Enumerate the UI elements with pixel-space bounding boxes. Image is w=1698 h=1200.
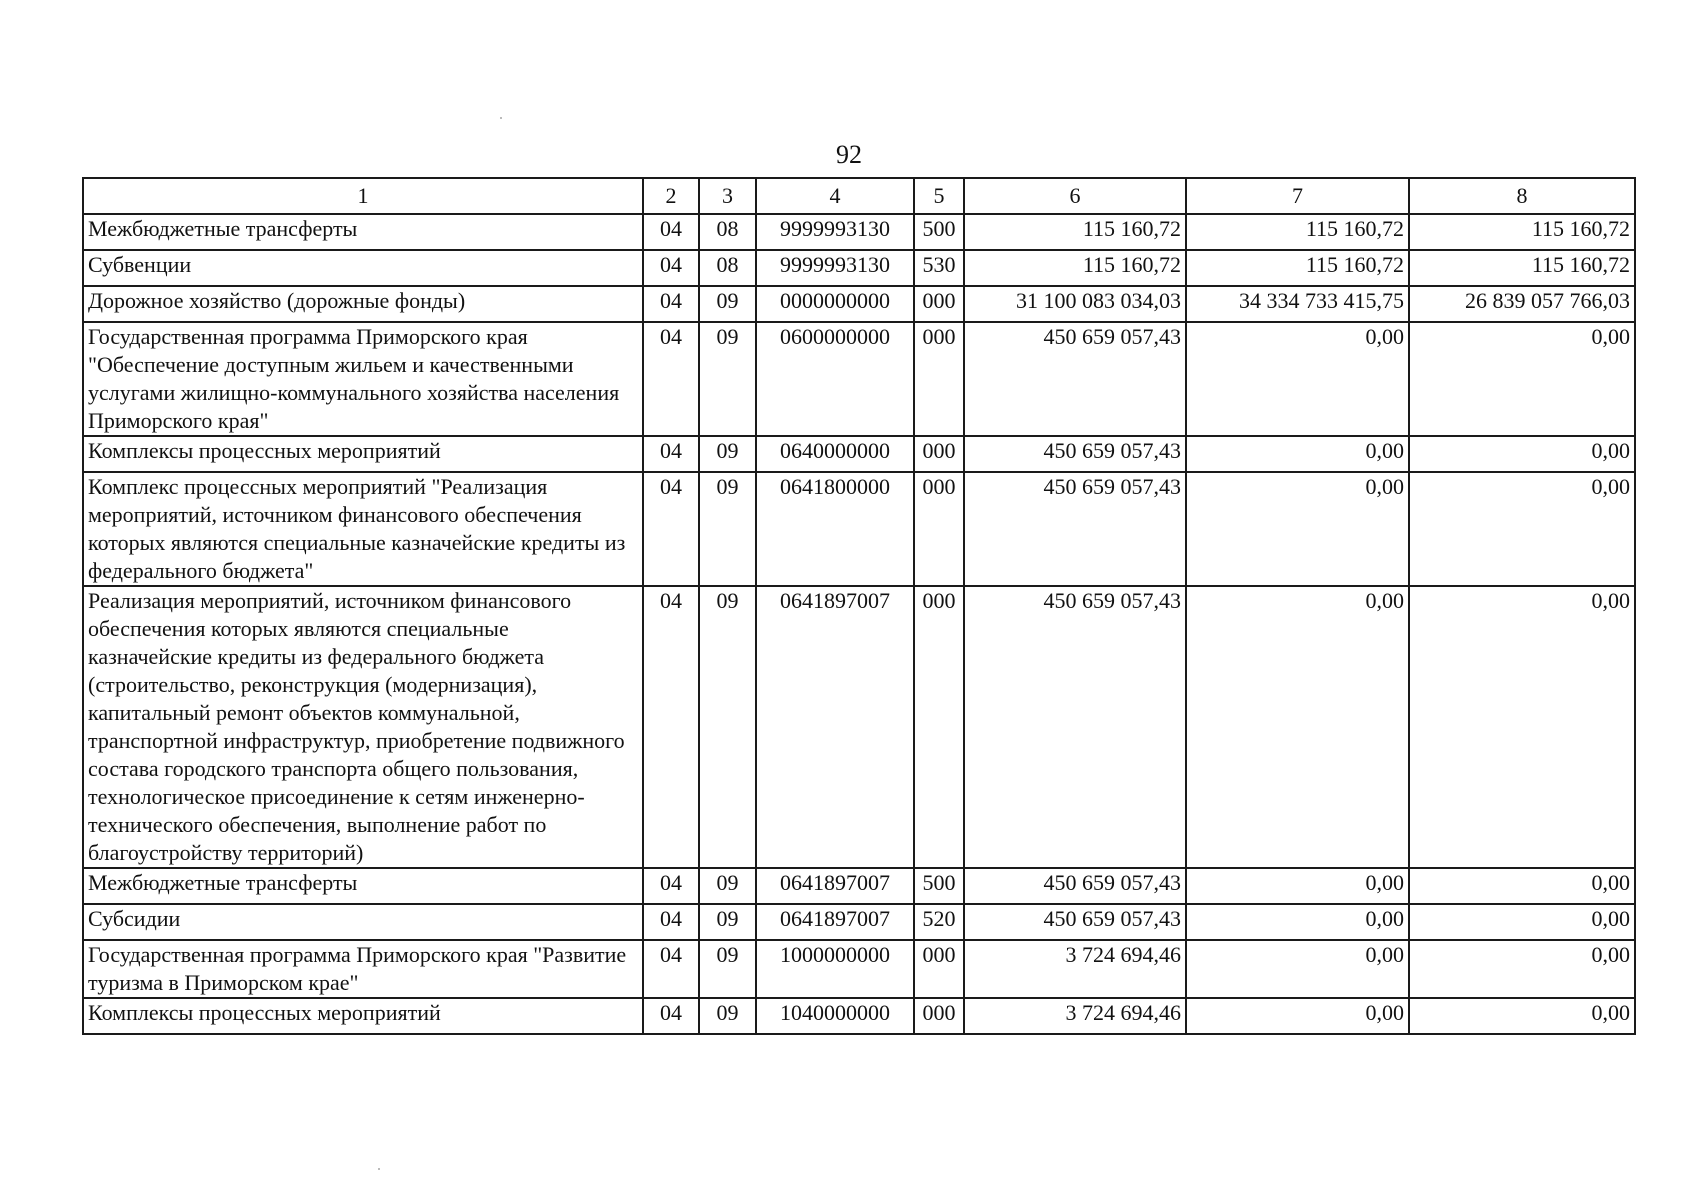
section-code: 04 [643, 436, 699, 472]
row-name: Государственная программа Приморского края "Развитие туризма в Приморском крае" [83, 940, 643, 998]
amount-col-6: 450 659 057,43 [964, 436, 1186, 472]
amount-col-7: 0,00 [1186, 904, 1409, 940]
subsection-code: 09 [699, 322, 756, 436]
amount-col-6: 115 160,72 [964, 214, 1186, 250]
subsection-code: 08 [699, 250, 756, 286]
amount-col-7: 115 160,72 [1186, 214, 1409, 250]
target-article-code: 1000000000 [756, 940, 914, 998]
column-header: 3 [699, 178, 756, 214]
section-code: 04 [643, 286, 699, 322]
amount-col-8: 0,00 [1409, 904, 1635, 940]
expense-type-code: 000 [914, 940, 964, 998]
section-code: 04 [643, 998, 699, 1034]
target-article-code: 9999993130 [756, 214, 914, 250]
section-code: 04 [643, 940, 699, 998]
expense-type-code: 000 [914, 586, 964, 868]
section-code: 04 [643, 904, 699, 940]
section-code: 04 [643, 250, 699, 286]
subsection-code: 09 [699, 940, 756, 998]
table-row [83, 436, 1635, 472]
column-header: 7 [1186, 178, 1409, 214]
budget-table [82, 177, 1636, 1035]
target-article-code: 0000000000 [756, 286, 914, 322]
target-article-code: 9999993130 [756, 250, 914, 286]
amount-col-6: 450 659 057,43 [964, 472, 1186, 586]
amount-col-6: 115 160,72 [964, 250, 1186, 286]
row-name: Межбюджетные трансферты [83, 214, 643, 250]
table-row [83, 998, 1635, 1034]
subsection-code: 09 [699, 586, 756, 868]
expense-type-code: 000 [914, 436, 964, 472]
amount-col-7: 0,00 [1186, 998, 1409, 1034]
expense-type-code: 500 [914, 214, 964, 250]
subsection-code: 09 [699, 286, 756, 322]
target-article-code: 0641897007 [756, 904, 914, 940]
amount-col-7: 0,00 [1186, 436, 1409, 472]
amount-col-8: 0,00 [1409, 472, 1635, 586]
section-code: 04 [643, 586, 699, 868]
row-name: Комплексы процессных мероприятий [83, 998, 643, 1034]
amount-col-6: 450 659 057,43 [964, 868, 1186, 904]
table-row [83, 868, 1635, 904]
target-article-code: 0641897007 [756, 586, 914, 868]
target-article-code: 0600000000 [756, 322, 914, 436]
amount-col-8: 0,00 [1409, 322, 1635, 436]
row-name: Комплексы процессных мероприятий [83, 436, 643, 472]
target-article-code: 0641800000 [756, 472, 914, 586]
row-name: Дорожное хозяйство (дорожные фонды) [83, 286, 643, 322]
row-name: Субвенции [83, 250, 643, 286]
expense-type-code: 000 [914, 286, 964, 322]
amount-col-8: 0,00 [1409, 586, 1635, 868]
column-header: 5 [914, 178, 964, 214]
column-header: 4 [756, 178, 914, 214]
amount-col-6: 450 659 057,43 [964, 322, 1186, 436]
column-header-row [83, 178, 1635, 214]
expense-type-code: 520 [914, 904, 964, 940]
table-row [83, 472, 1635, 586]
amount-col-8: 0,00 [1409, 868, 1635, 904]
amount-col-6: 450 659 057,43 [964, 904, 1186, 940]
amount-col-7: 0,00 [1186, 322, 1409, 436]
subsection-code: 09 [699, 472, 756, 586]
row-name: Субсидии [83, 904, 643, 940]
table-row [83, 250, 1635, 286]
section-code: 04 [643, 472, 699, 586]
target-article-code: 1040000000 [756, 998, 914, 1034]
expense-type-code: 000 [914, 322, 964, 436]
amount-col-7: 34 334 733 415,75 [1186, 286, 1409, 322]
section-code: 04 [643, 214, 699, 250]
row-name: Государственная программа Приморского края "Обеспечение доступным жильем и качественными услугами жилищно-коммунального хозяйства населения Приморского края" [83, 322, 643, 436]
expense-type-code: 530 [914, 250, 964, 286]
amount-col-7: 0,00 [1186, 472, 1409, 586]
column-header: 1 [83, 178, 643, 214]
table-row [83, 214, 1635, 250]
table-row [83, 940, 1635, 998]
column-header: 6 [964, 178, 1186, 214]
table-row [83, 904, 1635, 940]
expense-type-code: 000 [914, 998, 964, 1034]
target-article-code: 0640000000 [756, 436, 914, 472]
amount-col-8: 0,00 [1409, 940, 1635, 998]
amount-col-7: 0,00 [1186, 940, 1409, 998]
amount-col-8: 115 160,72 [1409, 250, 1635, 286]
row-name: Комплекс процессных мероприятий "Реализация мероприятий, источником финансового обеспечения которых являются специальные казначейские кредиты из федерального бюджета" [83, 472, 643, 586]
section-code: 04 [643, 868, 699, 904]
amount-col-6: 3 724 694,46 [964, 998, 1186, 1034]
amount-col-8: 115 160,72 [1409, 214, 1635, 250]
column-header: 8 [1409, 178, 1635, 214]
page-number: 92 [836, 140, 862, 169]
section-code: 04 [643, 322, 699, 436]
amount-col-6: 450 659 057,43 [964, 586, 1186, 868]
subsection-code: 09 [699, 904, 756, 940]
target-article-code: 0641897007 [756, 868, 914, 904]
amount-col-8: 26 839 057 766,03 [1409, 286, 1635, 322]
table-row [83, 322, 1635, 436]
scan-speck [378, 1168, 380, 1170]
table-row [83, 286, 1635, 322]
amount-col-6: 3 724 694,46 [964, 940, 1186, 998]
amount-col-8: 0,00 [1409, 436, 1635, 472]
expense-type-code: 000 [914, 472, 964, 586]
subsection-code: 08 [699, 214, 756, 250]
row-name: Реализация мероприятий, источником финансового обеспечения которых являются специальные казначейские кредиты из федерального бюджета (строительство, реконструкция (модернизация), капитальный ремонт объектов коммунальной, транспортной инфраструктур, приобретение подвижного состава городского транспорта общего пользования, технологическое присоединение к сетям инженерно-технического обеспечения, выполнение работ по благоустройству территорий) [83, 586, 643, 868]
subsection-code: 09 [699, 436, 756, 472]
amount-col-6: 31 100 083 034,03 [964, 286, 1186, 322]
table-row [83, 586, 1635, 868]
row-name: Межбюджетные трансферты [83, 868, 643, 904]
amount-col-7: 115 160,72 [1186, 250, 1409, 286]
amount-col-7: 0,00 [1186, 868, 1409, 904]
amount-col-7: 0,00 [1186, 586, 1409, 868]
subsection-code: 09 [699, 868, 756, 904]
scan-speck [500, 117, 502, 119]
column-header: 2 [643, 178, 699, 214]
subsection-code: 09 [699, 998, 756, 1034]
expense-type-code: 500 [914, 868, 964, 904]
amount-col-8: 0,00 [1409, 998, 1635, 1034]
